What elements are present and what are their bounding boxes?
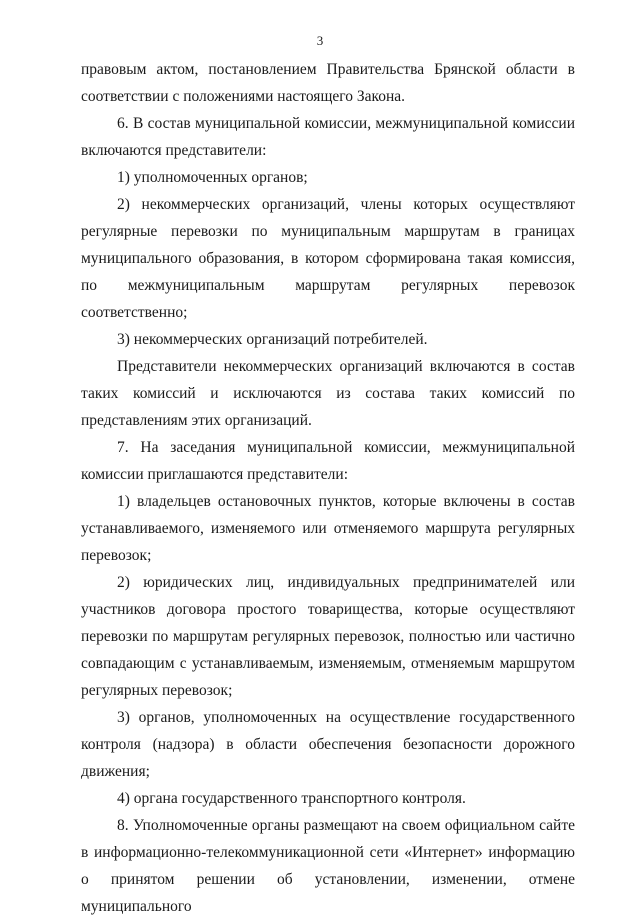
paragraph-item-7: 7. На заседания муниципальной комиссии, межмуниципальной комиссии приглашаются представители: <box>81 439 575 483</box>
paragraph-item-7-3: 3) органов, уполномоченных на осуществление государственного контроля (надзора) в области обеспечения безопасности дорожного движения; <box>81 709 575 780</box>
paragraph-item-6-1: 1) уполномоченных органов; <box>117 169 308 186</box>
paragraph-item-8: 8. Уполномоченные органы размещают на своем официальном сайте в информационно-телекоммуникационной сети «Интернет» информацию о принятом решении об установлении, изменении, отмене муниципального <box>81 817 575 915</box>
paragraph-representatives: Представители некоммерческих организаций включаются в состав таких комиссий и исключаются из состава таких комиссий по представлениям этих организаций. <box>81 358 575 429</box>
paragraph-item-7-4: 4) органа государственного транспортного контроля. <box>117 790 466 807</box>
paragraph-item-7-2: 2) юридических лиц, индивидуальных предпринимателей или участников договора простого товарищества, которые осуществляют перевозки по маршрутам регулярных перевозок, полностью или частично совпадающим с устанавливаемым, изменяемым, отменяемым маршрутом регулярных перевозок; <box>81 574 575 699</box>
paragraph-item-7-1: 1) владельцев остановочных пунктов, которые включены в состав устанавливаемого, изменяемого или отменяемого маршрута регулярных перевозок; <box>81 493 575 564</box>
document-body <box>81 56 575 920</box>
paragraph-item-6-3: 3) некоммерческих организаций потребителей. <box>117 331 428 348</box>
paragraph-continuation: правовым актом, постановлением Правительства Брянской области в соответствии с положениями настоящего Закона. <box>81 61 575 105</box>
paragraph-item-6-2: 2) некоммерческих организаций, члены которых осуществляют регулярные перевозки по муниципальным маршрутам в границах муниципального образования, в котором сформирована такая комиссия, по межмуниципальным маршрутам регулярных перевозок соответственно; <box>81 196 575 321</box>
page-number: 3 <box>316 33 324 48</box>
paragraph-item-6: 6. В состав муниципальной комиссии, межмуниципальной комиссии включаются представители: <box>81 115 575 159</box>
